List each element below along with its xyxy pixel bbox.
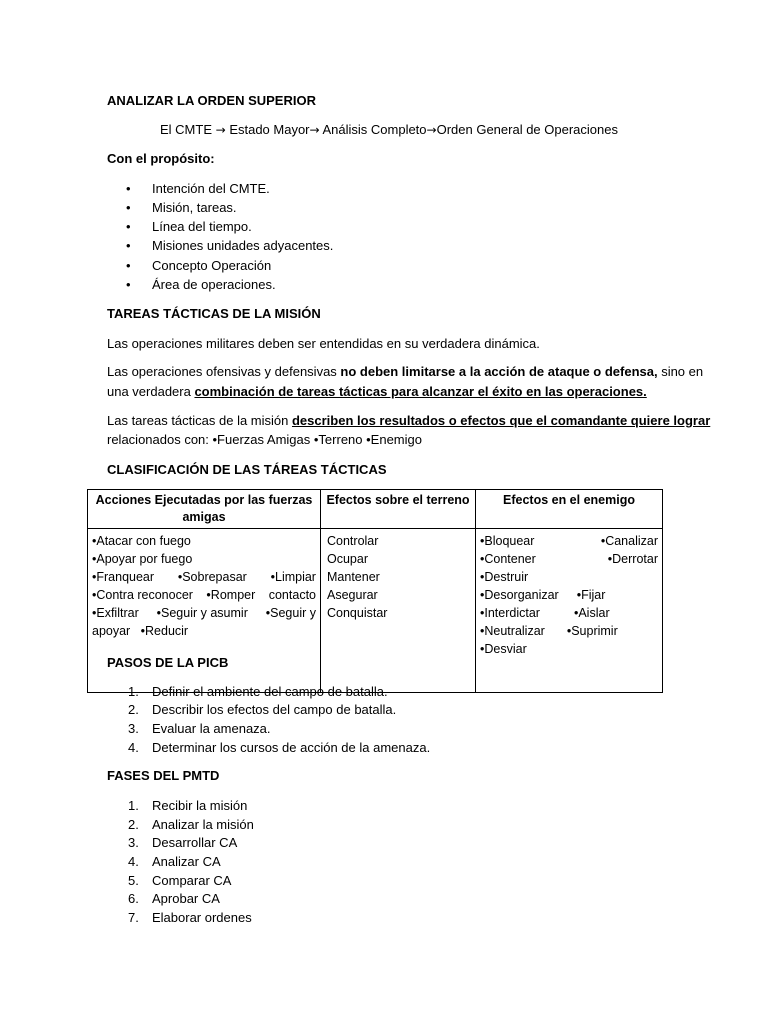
- heading-pmtd: FASES DEL PMTD: [107, 768, 220, 783]
- table-header-cell: Acciones Ejecutadas por las fuerzas amigas: [88, 490, 321, 529]
- table-header-cell: Efectos en el enemigo: [476, 490, 663, 529]
- flow-part: El CMTE: [160, 122, 212, 137]
- task-line: •Bloquear •Canalizar: [480, 534, 658, 548]
- table-header-cell: Efectos sobre el terreno: [321, 490, 476, 529]
- task-item: apoyar •Reducir: [92, 624, 189, 638]
- bullet-icon: •: [126, 258, 131, 273]
- heading-picb: PASOS DE LA PICB: [107, 655, 229, 670]
- arrow-icon: →: [309, 123, 320, 137]
- heading-tareas: TAREAS TÁCTICAS DE LA MISIÓN: [107, 306, 321, 321]
- paragraph-2-line2: una verdadera combinación de tareas tácticas para alcanzar el éxito en las operaciones.: [107, 384, 647, 399]
- task-item: Controlar: [327, 534, 379, 548]
- task-item: •Desviar: [480, 642, 527, 656]
- task-line: •Contra reconocer •Romper contacto: [92, 588, 316, 602]
- paragraph-3-line1: Las tareas tácticas de la misión describen los resultados o efectos que el comandante quiere lograr: [107, 413, 711, 428]
- flow-part: Análisis Completo: [322, 122, 427, 137]
- arrow-icon: →: [426, 123, 437, 137]
- task-line: •Interdictar •Aislar: [480, 606, 610, 620]
- document-page: ANALIZAR LA ORDEN SUPERIOR El CMTE → Estado Mayor→ Análisis Completo→Orden General de Operaciones Con el propósito: • Intención del CMTE. • Misión, tareas. • Línea del tiempo. • Misiones unidades adyacentes. • Concepto Operación • Área de operaciones. TAREAS TÁCTICAS DE LA MISIÓN Las operaciones militares deben ser entendidas en su verdadera dinámica. Las operaciones ofensivas y defensivas no deben limitarse a la acción de ataque o defensa, sino en una verdadera combinación de tareas tácticas para alcanzar el éxito en las operaciones. Las tareas tácticas de la misión describen los resultados o efectos que el comandante quiere lograr relacionados con: •Fuerzas Amigas •Terreno •Enemigo CLASIFICACIÓN DE LAS TÁREAS TÁCTICAS Acciones Ejecutadas por las fuerzas amigas Efectos sobre el terreno Efectos en el enemigo •Atacar con fuego •Apoyar por fuego •Franquear •Sobrepasar •Limpiar •Contra reconocer •Romper contacto •Exfiltrar •Seguir y asumir •Seguir y apoyar •Reducir Controlar Ocupar Mantener Asegurar Conquistar •Bloquear •Canalizar •Contener •Derrotar •Destruir •Desorganizar •Fijar •Interdictar •Aislar •Neutralizar •Suprimir •Desviar PASOS DE LA PICB 1. Definir el ambiente del campo de batalla. 2. Describir los efectos del campo de batalla. 3. Evaluar la amenaza. 4. Determinar los cursos de acción de la amenaza. FASES DEL PMTD 1. Recibir la misión 2. Analizar la misión 3. Desarrollar CA 4. Analizar CA 5. Comparar CA 6. Aprobar CA 7. Elaborar ordenes: [0, 0, 768, 1024]
- flow-part: Estado Mayor: [229, 122, 310, 137]
- paragraph-3-line2: relacionados con: •Fuerzas Amigas •Terreno •Enemigo: [107, 432, 422, 447]
- task-item: •Apoyar por fuego: [92, 552, 193, 566]
- flow-part: Orden General de Operaciones: [436, 122, 618, 137]
- heading-clasificacion: CLASIFICACIÓN DE LAS TÁREAS TÁCTICAS: [107, 462, 387, 477]
- bullet-icon: •: [126, 200, 131, 215]
- arrow-icon: →: [215, 123, 226, 137]
- enemy-effects-cell: [476, 529, 663, 693]
- terrain-effects-cell: [321, 529, 476, 693]
- table-header-row: [88, 490, 663, 529]
- task-item: Mantener: [327, 570, 380, 584]
- task-line: •Neutralizar •Suprimir: [480, 624, 618, 638]
- paragraph-2-line1: Las operaciones ofensivas y defensivas no deben limitarse a la acción de ataque o defensa, sino en: [107, 364, 704, 379]
- bullet-icon: •: [126, 181, 131, 196]
- task-item: Conquistar: [327, 606, 388, 620]
- paragraph-1: Las operaciones militares deben ser entendidas en su verdadera dinámica.: [107, 336, 540, 351]
- flow-line: [160, 122, 618, 137]
- bullet-icon: •: [126, 277, 131, 292]
- heading-analizar: ANALIZAR LA ORDEN SUPERIOR: [107, 93, 316, 108]
- task-item: •Destruir: [480, 570, 529, 584]
- task-item: •Atacar con fuego: [92, 534, 191, 548]
- task-line: •Contener •Derrotar: [480, 552, 658, 566]
- task-line: •Exfiltrar •Seguir y asumir •Seguir y: [92, 606, 316, 620]
- task-line: •Desorganizar •Fijar: [480, 588, 606, 602]
- purpose-label: Con el propósito:: [107, 151, 215, 166]
- task-item: Ocupar: [327, 552, 368, 566]
- task-item: Asegurar: [327, 588, 378, 602]
- bullet-icon: •: [126, 219, 131, 234]
- task-line: •Franquear •Sobrepasar •Limpiar: [92, 570, 316, 584]
- bullet-icon: •: [126, 238, 131, 253]
